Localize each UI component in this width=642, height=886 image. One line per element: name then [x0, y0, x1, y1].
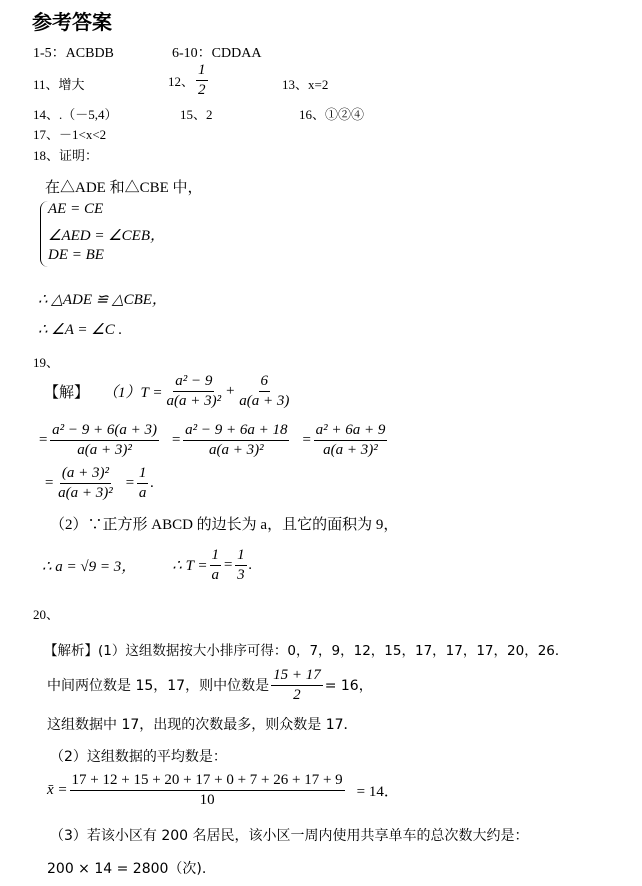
q19-frac-5	[314, 422, 388, 458]
q19-frac-7-num: 1	[137, 465, 149, 484]
q19-part3-b: ∴ T =	[172, 557, 208, 574]
q19-plus: +	[225, 382, 236, 399]
q20-frac-mean-num: 17 + 12 + 15 + 20 + 17 + 0 + 7 + 26 + 17 + 9	[70, 772, 345, 791]
q19-part3-a: ∴ a = √9 = 3，	[42, 558, 137, 575]
q20-frac-median-den: 2	[293, 686, 301, 703]
q18-conclusion-2: ∴ ∠A = ∠C .	[38, 322, 123, 338]
q19-line-5	[42, 547, 252, 583]
q19-frac-9-num: 1	[235, 547, 247, 566]
q20-heading: 20、	[33, 607, 60, 622]
q19-frac-1-den: a(a + 3)²	[166, 392, 222, 409]
q19-frac-6-num: (a + 3)²	[60, 465, 111, 484]
q18-conclusion-1: ∴ △ADE ≌ △CBE，	[38, 292, 167, 308]
q19-eq-1: =	[38, 431, 49, 448]
q19-frac-6	[56, 465, 115, 501]
q19-frac-8	[210, 547, 222, 583]
answer-12-label: 12、	[168, 73, 195, 89]
q19-frac-3-den: a(a + 3)²	[77, 441, 132, 458]
q19-frac-9	[235, 547, 247, 583]
q18-system-2: ∠AED = ∠CEB，	[48, 228, 166, 244]
q20-line-4: （2）这组数据的平均数是：	[50, 749, 227, 765]
q19-line-1	[44, 373, 293, 409]
answer-6-10: 6-10：CDDAA	[172, 46, 262, 61]
q20-frac-median	[271, 667, 323, 703]
q20-frac-median-num: 15 + 17	[271, 667, 323, 686]
q20-line-2	[47, 667, 373, 703]
q19-line-3	[44, 465, 154, 501]
answer-17: 17、－1<x<2	[33, 127, 107, 142]
answer-12	[168, 62, 210, 98]
q20-line-3: 这组数据中 17，出现的次数最多，则众数是 17．	[47, 717, 358, 733]
answer-13: 13、x=2	[282, 77, 329, 92]
q20-mean-lhs: x̄ =	[47, 781, 68, 798]
answer-16: 16、①②④	[299, 107, 365, 122]
q19-eq-2: =	[170, 431, 182, 448]
q19-eq-6: =	[223, 556, 234, 573]
q19-frac-3	[50, 422, 159, 458]
answer-11: 11、增大	[33, 77, 85, 92]
q19-frac-2-num: 6	[259, 373, 271, 392]
q19-frac-2-den: a(a + 3)	[239, 392, 290, 409]
q20-line-2b: = 16，	[324, 678, 373, 694]
q19-frac-1-num: a² − 9	[173, 373, 214, 392]
q19-heading: 19、	[33, 355, 60, 370]
q19-period-2: .	[248, 556, 253, 573]
q19-frac-9-den: 3	[237, 566, 245, 583]
q19-jie: 【解】	[44, 384, 90, 401]
q19-frac-2	[237, 373, 291, 409]
q19-eq-5: =	[124, 474, 135, 491]
q20-line-2a: 中间两位数是 15，17，则中位数是	[47, 678, 270, 694]
q20-frac-mean-den: 10	[199, 791, 215, 808]
q20-line-6: （3）若该小区有 200 名居民，该小区一周内使用共享单车的总次数大约是：	[50, 828, 529, 844]
q18-line1: 在△ADE 和△CBE 中，	[45, 180, 203, 196]
q18-heading: 18、证明：	[33, 148, 99, 163]
q19-frac-7-den: a	[138, 484, 147, 501]
answer-12-fraction	[196, 62, 208, 98]
q19-frac-3-num: a² − 9 + 6(a + 3)	[50, 422, 159, 441]
q19-part2: （2）∵正方形 ABCD 的边长为 a，且它的面积为 9，	[50, 517, 399, 533]
q19-eq-4: =	[44, 474, 55, 491]
q19-frac-8-num: 1	[210, 547, 222, 566]
q19-frac-5-den: a(a + 3)²	[323, 441, 378, 458]
q19-frac-6-den: a(a + 3)²	[58, 484, 113, 501]
answer-14: 14、.（－5,4）	[33, 107, 118, 122]
q18-system-1: AE = CE	[48, 201, 104, 217]
q19-frac-4-den: a(a + 3)²	[208, 441, 264, 458]
q18-system-3: DE = BE	[48, 247, 104, 263]
q20-mean-rhs: = 14．	[356, 783, 399, 800]
q20-line-1: 【解析】(1）这组数据按大小排序可得：0，7，9，12，15，17，17，17，20，26．	[44, 643, 569, 659]
page-title: 参考答案	[32, 10, 112, 34]
q19-frac-7	[137, 465, 149, 501]
q18-brace	[40, 201, 48, 267]
q19-frac-1	[164, 373, 223, 409]
q19-frac-4	[183, 422, 289, 458]
q19-eq-3: =	[301, 431, 312, 448]
q19-period: .	[150, 474, 155, 491]
answer-15: 15、2	[180, 107, 213, 122]
q19-frac-5-num: a² + 6a + 9	[314, 422, 388, 441]
answer-1-5: 1-5：ACBDB	[33, 46, 114, 61]
q19-part1-lhs: （1）T =	[103, 384, 163, 401]
answer-12-num: 1	[196, 62, 208, 81]
q19-frac-8-den: a	[211, 566, 220, 583]
q20-line-7: 200 × 14 = 2800（次).	[47, 861, 207, 877]
q20-frac-mean	[70, 772, 345, 808]
q19-line-2	[38, 422, 389, 458]
q20-line-5	[47, 772, 399, 808]
q19-frac-4-num: a² − 9 + 6a + 18	[183, 422, 289, 441]
answer-12-den: 2	[198, 81, 206, 98]
